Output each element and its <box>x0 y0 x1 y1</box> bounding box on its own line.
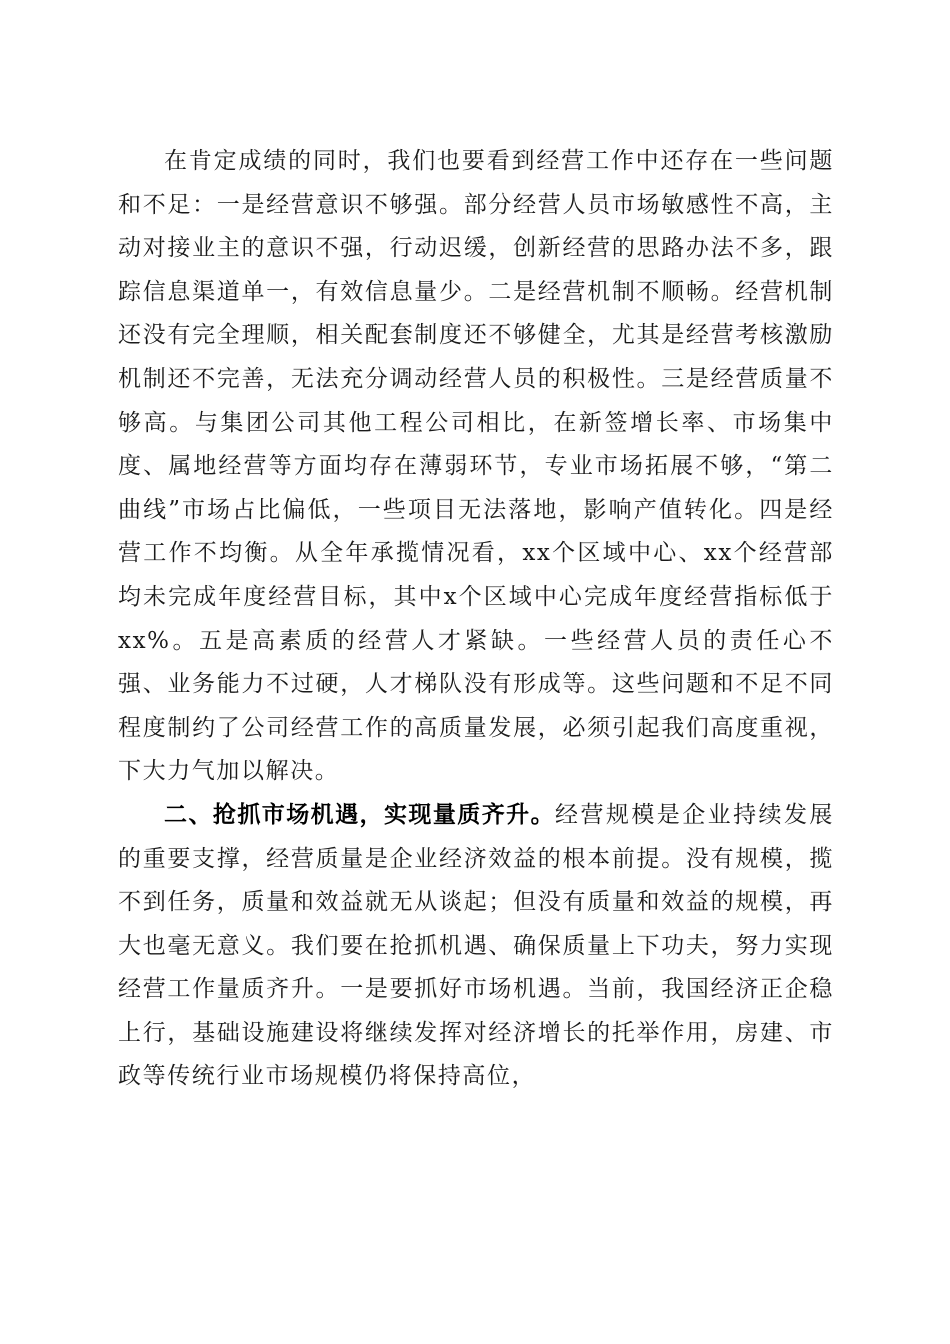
paragraph-section-2 <box>118 794 834 1099</box>
paragraph-problems: 在肯定成绩的同时，我们也要看到经营工作中还存在一些问题和不足：一是经营意识不够强。部分经营人员市场敏感性不高，主动对接业主的意识不强，行动迟缓，创新经营的思路办法不多，跟踪信息渠道单一，有效信息量少。二是经营机制不顺畅。经营机制还没有完全理顺，相关配套制度还不够健全，尤其是经营考核激励机制还不完善，无法充分调动经营人员的积极性。三是经营质量不够高。与集团公司其他工程公司相比，在新签增长率、市场集中度、属地经营等方面均存在薄弱环节，专业市场拓展不够，“第二曲线”市场占比偏低，一些项目无法落地，影响产值转化。四是经营工作不均衡。从全年承揽情况看，xx个区域中心、xx个经营部均未完成年度经营目标，其中x个区域中心完成年度经营指标低于xx%。五是高素质的经营人才紧缺。一些经营人员的责任心不强、业务能力不过硬，人才梯队没有形成等。这些问题和不足不同程度制约了公司经营工作的高质量发展，必须引起我们高度重视，下大力气加以解决。 <box>118 148 834 785</box>
section-body: 经营规模是企业持续发展的重要支撑，经营质量是企业经济效益的根本前提。没有规模，揽不到任务，质量和效益就无从谈起；但没有质量和效益的规模，再大也毫无意义。我们要在抢抓机遇、确保质量上下功夫，努力实现经营工作量质齐升。一是要抓好市场机遇。当前，我国经济正企稳上行，基础设施建设将继续发挥对经济增长的托举作用，房建、市政等传统行业市场规模仍将保持高位， <box>118 801 834 1090</box>
document-body <box>118 140 834 1099</box>
section-heading: 二、抢抓市场机遇，实现量质齐升。 <box>164 801 556 828</box>
